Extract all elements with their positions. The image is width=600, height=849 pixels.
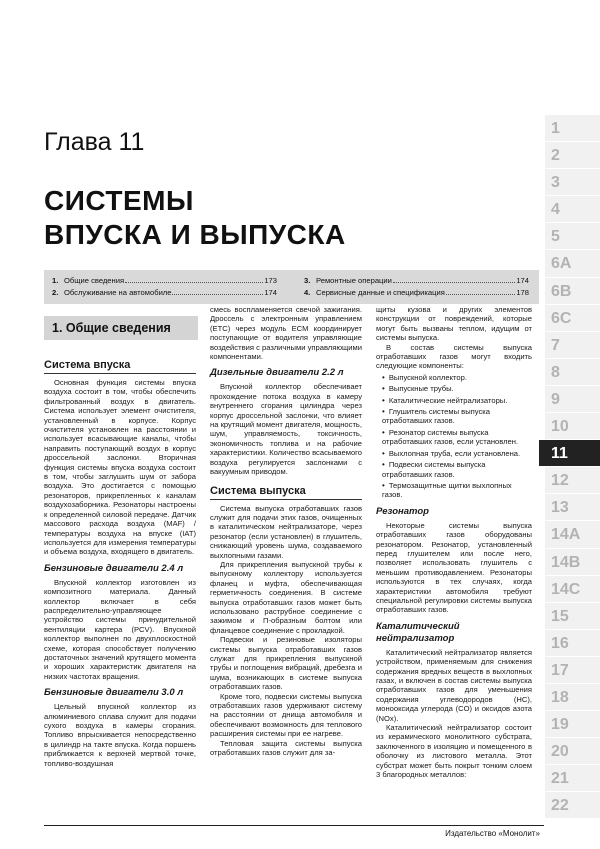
chapter-title-line1: СИСТЕМЫ bbox=[44, 185, 194, 216]
paragraph: Система выпуска отработавших газов служит для подачи этих газов, очищенных в каталитическом нейтрализаторе, через резонатор (если установлен) в глушитель, снижающий уровень шума, создаваемого выхлопными газами. bbox=[210, 503, 362, 560]
list-item: • Каталитические нейтрализаторы. bbox=[382, 396, 532, 405]
toc-entry-page: 174 bbox=[264, 288, 277, 297]
chapter-tab[interactable]: 20 bbox=[545, 738, 600, 765]
toc-entry-number: 4. bbox=[304, 288, 311, 297]
chapter-tab[interactable]: 1 bbox=[545, 115, 600, 142]
heading-catalytic-converter: Каталитический нейтрализатор bbox=[376, 620, 460, 644]
heading-resonator: Резонатор bbox=[376, 505, 429, 517]
toc-entry-page: 174 bbox=[516, 276, 529, 285]
list-item: • Подвески системы выпуска отработавших газов. bbox=[382, 460, 532, 479]
list-item: • Термозащитные щитки выхлопных газов. bbox=[382, 481, 532, 500]
heading-exhaust-system: Система выпуска bbox=[210, 485, 362, 500]
paragraph: Впускной коллектор изготовлен из композитного материала. Данный коллектор включает в себя распределительно-управляющее устройство системы принудительной вентиляции картера (PCV). Впускной коллектор выполнен по двухплоскостной схеме, которая способствует получению достаточных значений крутящего момента и хороших характеристик двигателя на низких частотах вращения. bbox=[44, 577, 196, 681]
toc-entry-4[interactable] bbox=[304, 287, 529, 299]
toc-entry-page: 173 bbox=[264, 276, 277, 285]
text-column-1 bbox=[44, 357, 196, 768]
chapter-tab[interactable]: 16 bbox=[545, 630, 600, 657]
paragraph: Впускной коллектор обеспечивает прохождение потока воздуха в камеру внутреннего сгорания цилиндра через корпус дроссельной заслонки, что влияет на крутящий момент двигателя, мощность, шум, управляемость, токсичность, экономичность топлива и на рабочие характеристики. Количество всасываемого воздуха регулируется заслонками с вакуумным приводом. bbox=[210, 382, 362, 477]
paragraph: Тепловая защита системы выпуска отработавших газов служит для за- bbox=[210, 738, 362, 758]
heading-petrol-2-4: Бензиновые двигатели 2.4 л bbox=[44, 562, 184, 574]
chapter-tab[interactable]: 4 bbox=[545, 196, 600, 223]
chapter-tabs bbox=[545, 115, 600, 819]
toc-leader bbox=[393, 282, 515, 283]
chapter-tab[interactable]: 3 bbox=[545, 169, 600, 196]
toc-entry-title: Общие сведения bbox=[64, 276, 125, 285]
paragraph: Каталитический нейтрализатор состоит из керамического монолитного субстрата, заключенного в изоляцию и помещенного в оболочку из листового металла. Этот субстрат может быть покрыт тонким слоем 3 благородных металлов: bbox=[376, 723, 532, 780]
toc-leader bbox=[125, 282, 263, 283]
paragraph: Кроме того, подвески системы выпуска отработавших газов удерживают систему на расстоянии от днища автомобиля и обеспечивают возможность для теплового расширения системы при ее нагреве. bbox=[210, 691, 362, 739]
heading-diesel-2-2: Дизельные двигатели 2.2 л bbox=[210, 367, 344, 379]
chapter-tab[interactable]: 19 bbox=[545, 711, 600, 738]
chapter-title bbox=[44, 184, 346, 252]
list-item: • Резонатор системы выпуска отработавших газов, если установлен. bbox=[382, 428, 532, 447]
chapter-tab[interactable]: 2 bbox=[545, 142, 600, 169]
toc-entry-number: 3. bbox=[304, 276, 311, 285]
chapter-tab[interactable]: 22 bbox=[545, 792, 600, 819]
paragraph: Некоторые системы выпуска отработавших газов оборудованы резонатором. Резонатор, установленный перед глушителем или после него, позволяет использовать глушитель с меньшим противодавлением. Резонаторы используются в тех случаях, когда характеристики автомобиля требуют специальной регулировки системы выпуска отработавших газов. bbox=[376, 520, 532, 615]
chapter-tab[interactable]: 17 bbox=[545, 657, 600, 684]
chapter-tab[interactable]: 9 bbox=[545, 386, 600, 413]
paragraph: щиты кузова и других элементов конструкции от повреждений, которые могут быть вызваны теплом, идущим от системы выпуска. bbox=[376, 305, 532, 343]
paragraph: Подвески и резиновые изоляторы системы выпуска отработавших газов служат для прикрепления выпускной трубы и поглощения вибраций, дребезга и шума, возникающих в системе выпуска отработавших газов. bbox=[210, 635, 362, 692]
paragraph: В состав системы выпуска отработавших газов могут входить следующие компоненты: bbox=[376, 342, 532, 371]
toc-column-left bbox=[52, 275, 277, 299]
toc-entry-title: Ремонтные операции bbox=[316, 276, 392, 285]
chapter-tab[interactable]: 21 bbox=[545, 765, 600, 792]
toc-entry-1[interactable] bbox=[52, 275, 277, 287]
list-item: • Выхлопная труба, если установлена. bbox=[382, 449, 532, 458]
footer-divider bbox=[44, 825, 544, 826]
heading-intake-system: Система впуска bbox=[44, 359, 196, 374]
section-heading: 1. Общие сведения bbox=[44, 316, 198, 340]
publisher-footer: Издательство «Монолит» bbox=[445, 829, 540, 838]
chapter-tab[interactable]: 6A bbox=[545, 250, 600, 277]
list-item: • Выпускной коллектор. bbox=[382, 373, 532, 382]
list-item: • Выпускные трубы. bbox=[382, 384, 532, 393]
chapter-tab[interactable]: 8 bbox=[545, 359, 600, 386]
toc-entry-title: Обслуживание на автомобиле bbox=[64, 288, 172, 297]
toc-entry-2[interactable] bbox=[52, 287, 277, 299]
chapter-tab[interactable]: 18 bbox=[545, 684, 600, 711]
toc-entry-3[interactable] bbox=[304, 275, 529, 287]
paragraph: Каталитический нейтрализатор является устройством, применяемым для снижения содержания вредных веществ в выхлопных газах, и включен в состав системы выпуска отработавших газов для уменьшения содержания углеводородов (HC), монооксида углерода (CO) и оксидов азота (NOx). bbox=[376, 647, 532, 723]
chapter-tab[interactable]: 14C bbox=[545, 576, 600, 603]
toc-column-right bbox=[304, 275, 529, 299]
paragraph: Цельный впускной коллектор из алюминиевого сплава служит для подачи сухого воздуха в камеры сгорания. Топливо впрыскивается непосредственно в цилиндр на такте впуска. Когда поршень приближается к верхней мертвой точке, топливо-воздушная bbox=[44, 702, 196, 768]
chapter-tab[interactable]: 6C bbox=[545, 305, 600, 332]
table-of-contents bbox=[44, 270, 539, 304]
chapter-label: Глава 11 bbox=[44, 128, 145, 156]
heading-petrol-3-0: Бензиновые двигатели 3.0 л bbox=[44, 687, 184, 699]
chapter-tab[interactable]: 11 bbox=[539, 440, 600, 467]
chapter-tab[interactable]: 14B bbox=[545, 549, 600, 576]
chapter-tab[interactable]: 14A bbox=[545, 521, 600, 548]
toc-leader bbox=[446, 294, 516, 295]
toc-entry-number: 1. bbox=[52, 276, 59, 285]
paragraph: Основная функция системы впуска воздуха состоит в том, чтобы обеспечить фильтрованный воздух в двигатель. Система использует элемент очистителя, установленный в корпусе. Корпус очистителя установлен на расстоянии и использует всасывающие каналы, чтобы направить поступающий воздух в корпус дроссельной заслонки. Вторичная функция системы впуска воздуха состоит в том, чтобы заглушить шум от забора воздуха. Это достигается с помощью резонаторов, прикрепленных к каналам воздухозаборника. Резонаторы настроены к определенной силовой передаче. Датчик массового расхода воздуха (MAF) / температуры воздуха на впуске (IAT) используется для измерения температуры и объема воздуха, входящего в двигатель. bbox=[44, 378, 196, 557]
chapter-tab[interactable]: 7 bbox=[545, 332, 600, 359]
toc-entry-page: 178 bbox=[516, 288, 529, 297]
chapter-tab[interactable]: 10 bbox=[545, 413, 600, 440]
toc-leader bbox=[172, 294, 263, 295]
toc-entry-number: 2. bbox=[52, 288, 59, 297]
chapter-tab[interactable]: 6B bbox=[545, 278, 600, 305]
chapter-tab[interactable]: 13 bbox=[545, 494, 600, 521]
chapter-tab[interactable]: 12 bbox=[545, 467, 600, 494]
toc-entry-title: Сервисные данные и спецификация bbox=[316, 288, 445, 297]
text-column-2 bbox=[210, 305, 362, 757]
list-item: • Глушитель системы выпуска отработавших газов. bbox=[382, 407, 532, 426]
text-column-3 bbox=[376, 305, 532, 779]
chapter-tab[interactable]: 15 bbox=[545, 603, 600, 630]
paragraph: Для прикрепления выпускной трубы к выпускному коллектору используется фланец и муфта, обеспечивающая герметичность соединения. В системе выпуска отработавших газов может быть использовано раструбное соединение с зажимом и П-образным болтом или фланцевое соединение с прокладкой. bbox=[210, 559, 362, 635]
chapter-title-line2: ВПУСКА И ВЫПУСКА bbox=[44, 219, 346, 250]
chapter-tab[interactable]: 5 bbox=[545, 223, 600, 250]
paragraph: смесь воспламеняется свечой зажигания. Дроссель с электронным управлением (ETC) через модуль ECM координирует поступающие от водителя управляющие воздействия с различными управляющими компонентами. bbox=[210, 305, 362, 362]
